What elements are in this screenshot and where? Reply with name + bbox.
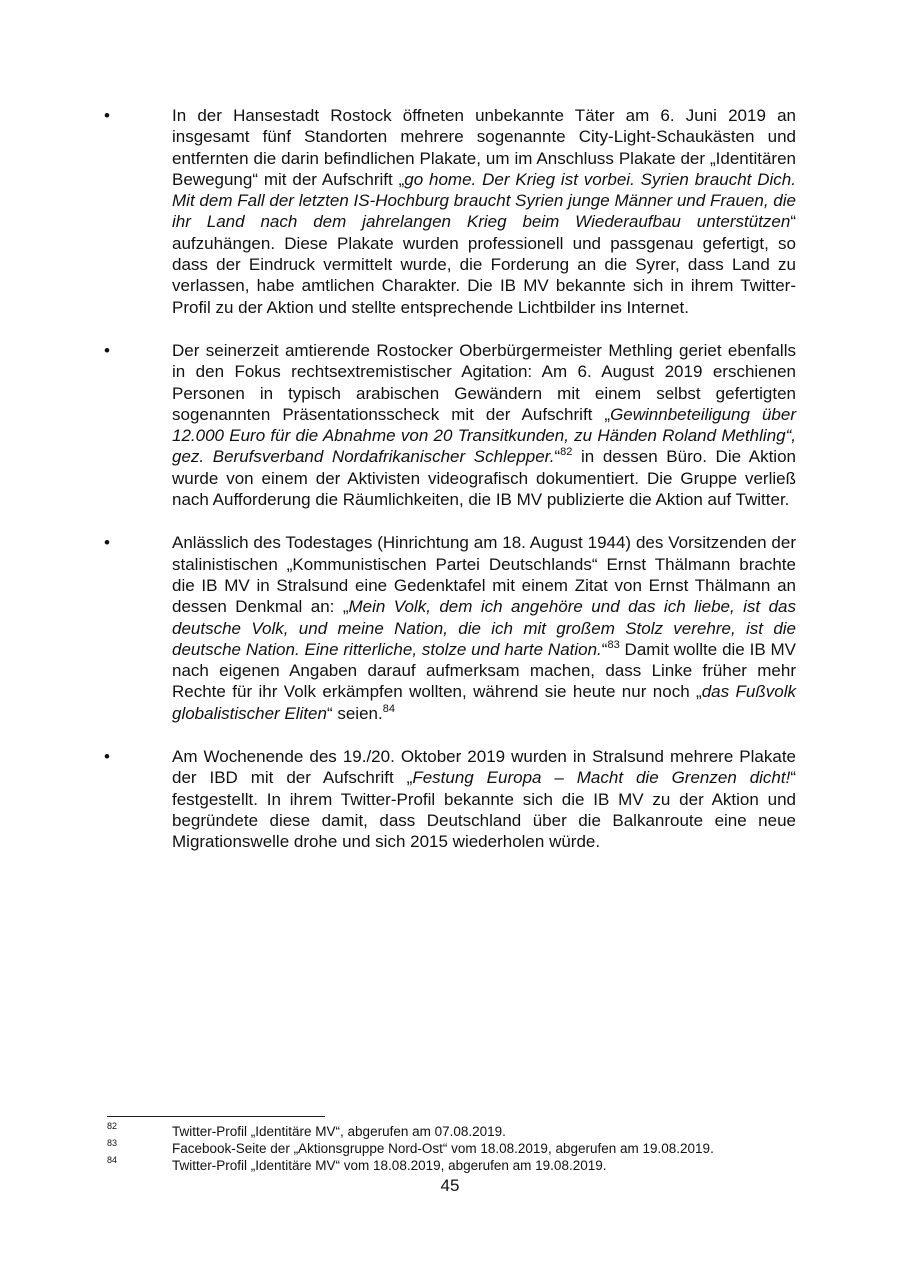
- bullet-text: [172, 746, 796, 852]
- bullet-item-4: [104, 746, 796, 852]
- quoted-text: Mein Volk, dem ich angehöre und das ich liebe, ist das deutsche Volk, und meine Nation, die ich mit großem Stolz verehre, ist die deutsche Nation. Eine ritterliche, stolze und harte Nation.: [172, 597, 796, 659]
- footnote-number: 82: [107, 1121, 118, 1131]
- text-segment: Der seinerzeit amtierende Rostocker Oberbürgermeister Methling geriet ebenfalls in den Fokus rechtsextremistischer Agitation: Am 6. August 2019 erschienen Personen in typisch arabischen Gewändern mit einem selbst gefertigten sogenannten Präsentationsscheck mit der Aufschrift „: [172, 340, 796, 424]
- bullet-marker: •: [104, 106, 110, 125]
- footnote-text: Twitter-Profil „Identitäre MV“ vom 18.08.2019, abgerufen am 19.08.2019.: [172, 1158, 607, 1173]
- quoted-text: go home. Der Krieg ist vorbei. Syrien braucht Dich. Mit dem Fall der letzten IS-Hochburg braucht Syrien junge Männer und Frauen, die ihr Land nach dem jahrelangen Krieg beim Wiederaufbau unterstützen: [172, 169, 796, 232]
- footnote-number: 83: [107, 1138, 118, 1148]
- footnotes: [107, 1123, 807, 1174]
- text-segment: “ seien.: [326, 703, 383, 723]
- text-segment: Damit wollte die IB MV nach eigenen Angaben darauf aufmerksam machen, dass Linke früher mehr Rechte für ihr Volk erkämpfen wollten, während sie heute nur noch „: [172, 639, 796, 702]
- bullet-item-3: [104, 532, 796, 724]
- text-segment: In der Hansestadt Rostock öffneten unbekannte Täter am 6. Juni 2019 an insgesamt fünf Standorten mehrere sogenannte City-Light-Schaukästen und entfernten die darin befindlichen Plakate, um im Anschluss Plakate der „Identitären Bewegung“ mit der Aufschrift „: [172, 106, 796, 189]
- bullet-marker: •: [104, 533, 110, 553]
- bullet-text: [172, 105, 796, 318]
- bullet-marker: •: [104, 747, 110, 767]
- footnote-ref: 82: [560, 446, 573, 459]
- footnote: [107, 1157, 807, 1174]
- bullet-item-1: [104, 105, 796, 318]
- quoted-text: Gewinnbeteiligung über 12.000 Euro für die Abnahme von 20 Transitkunden, zu Händen Roland Methling“, gez. Berufsverband Nordafrikanischer Schlepper.: [172, 404, 796, 467]
- bullet-text: [172, 340, 796, 510]
- footnote-ref: 83: [607, 638, 620, 651]
- quoted-text: Festung Europa – Macht die Grenzen dicht!: [412, 768, 791, 788]
- text-segment: Am Wochenende des 19./20. Oktober 2019 wurden in Stralsund mehrere Plakate der IBD mit der Aufschrift „: [172, 747, 796, 788]
- text-segment: Anlässlich des Todestages (Hinrichtung am 18. August 1944) des Vorsitzenden der stalinistischen „Kommunistischen Partei Deutschlands“ Ernst Thälmann brachte die IB MV in Stralsund eine Gedenktafel mit einem Zitat von Ernst Thälmann an dessen Denkmal an: „: [172, 533, 796, 617]
- quoted-text: das Fußvolk globalistischer Eliten: [172, 682, 796, 723]
- bullet-text: [172, 532, 796, 724]
- text-segment: “ festgestellt. In ihrem Twitter-Profil bekannte sich die IB MV zu der Aktion und begründete diese damit, dass Deutschland über die Balkanroute eine neue Migrationswelle drohe und sich 2015 wiederholen würde.: [172, 768, 796, 852]
- text-segment: in dessen Büro. Die Aktion wurde von einem der Aktivisten videografisch dokumentiert. Die Gruppe verließ nach Aufforderung die Räumlichkeiten, die IB MV publizierte die Aktion auf Twitter.: [172, 447, 796, 510]
- footnote: [107, 1123, 807, 1140]
- footnote-separator: [107, 1116, 325, 1117]
- bullet-marker: •: [104, 340, 110, 360]
- bullet-item-2: [104, 340, 796, 510]
- footnote: [107, 1140, 807, 1157]
- text-segment: “ aufzuhängen. Diese Plakate wurden professionell und passgenau gefertigt, so dass der Eindruck vermittelt wurde, die Forderung an die Syrer, dass Land zu verlassen, habe amtlichen Charakter. Die IB MV bekannte sich in ihrem Twitter-Profil zu der Aktion und stellte entsprechende Lichtbilder ins Internet.: [172, 212, 796, 317]
- bullet-list: [104, 105, 796, 875]
- footnote-ref: 84: [382, 702, 395, 715]
- footnote-text: Facebook-Seite der „Aktionsgruppe Nord-Ost“ vom 18.08.2019, abgerufen am 19.08.2019.: [172, 1141, 714, 1156]
- text-segment: “: [601, 639, 608, 659]
- footnote-number: 84: [107, 1155, 118, 1165]
- footnote-text: Twitter-Profil „Identitäre MV“, abgerufen am 07.08.2019.: [172, 1124, 506, 1139]
- page-number: 45: [440, 1176, 460, 1195]
- text-segment: “: [554, 447, 561, 467]
